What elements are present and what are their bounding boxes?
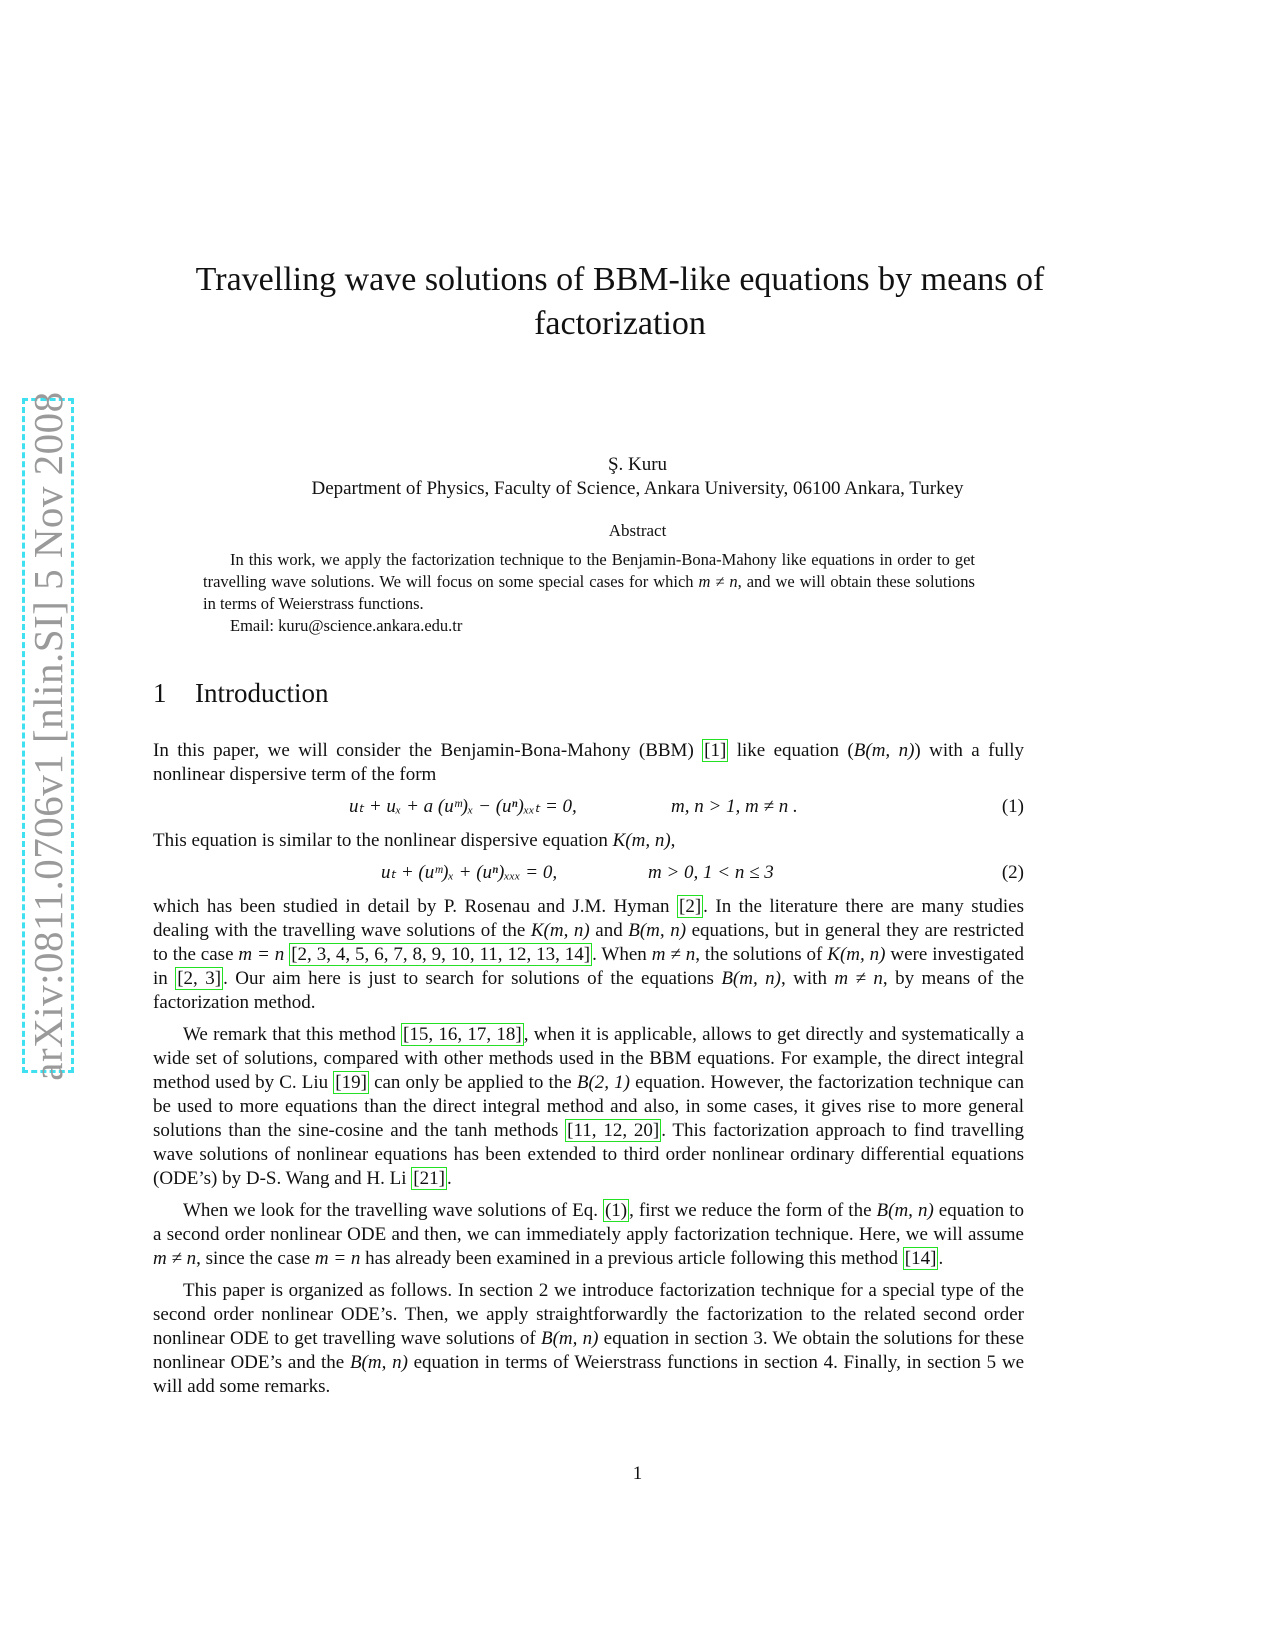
citation-link[interactable]: [2, 3] <box>177 968 222 989</box>
equation-2 <box>153 861 1024 885</box>
inline-math: m ≠ n <box>153 1248 197 1269</box>
text-run: can only be applied to the <box>368 1072 577 1093</box>
equation-lhs: uₜ + (uᵐ)ₓ + (uⁿ)ₓₓₓ = 0, <box>381 862 558 883</box>
text-run: , the solutions of <box>695 944 828 965</box>
text-run: . In the literature there are many studies dealing with the travelling wave solutions of the <box>153 896 1024 941</box>
page-number: 1 <box>632 1463 643 1484</box>
text-run: equation to a second order nonlinear ODE and then, we can immediately apply factorization technique. Here, we will assume <box>153 1200 1025 1245</box>
inline-math: B(m, n) <box>853 740 915 761</box>
text-run: . Our aim here is just to search for solutions of the equations <box>223 968 722 989</box>
text-run: equation in section 3. We obtain the solutions for these nonlinear ODE’s and the <box>153 1328 1025 1373</box>
citation-link[interactable]: [21] <box>413 1168 445 1189</box>
author-affiliation: Department of Physics, Faculty of Science, Ankara University, 06100 Ankara, Turkey <box>311 478 964 499</box>
inline-math: B(m, n) <box>721 968 781 989</box>
citation-link[interactable]: [19] <box>335 1072 367 1093</box>
citation-link[interactable]: [11, 12, 20] <box>567 1120 660 1141</box>
paper-title: Travelling wave solutions of BBM-like equations by means of factorization <box>195 261 1045 342</box>
body-text <box>153 739 1024 1407</box>
text-run: which has been studied in detail by P. Rosenau and J.M. Hyman <box>153 896 677 917</box>
text-run: were investigated in <box>153 944 1025 989</box>
text-run: This equation is similar to the nonlinear dispersive equation <box>153 830 613 851</box>
citation-link[interactable]: [1] <box>704 740 727 761</box>
inline-math: B(m, n) <box>540 1328 599 1349</box>
section-number: 1 <box>153 678 167 708</box>
inline-math: K(m, n) <box>530 920 590 941</box>
text-run: . When <box>592 944 652 965</box>
text-run: . <box>446 1168 452 1189</box>
inline-math: B(2, 1) <box>576 1072 630 1093</box>
equation-condition: m, n > 1, m ≠ n . <box>671 796 798 817</box>
author-block <box>0 453 1275 501</box>
section-heading <box>153 678 328 709</box>
text-run: has already been examined in a previous article following this method <box>360 1248 903 1269</box>
inline-math: m = n <box>314 1248 361 1269</box>
text-run: like equation ( <box>728 740 854 761</box>
citation-link[interactable]: [2, 3, 4, 5, 6, 7, 8, 9, 10, 11, 12, 13, 14] <box>291 944 591 965</box>
inline-math: B(m, n) <box>876 1200 934 1221</box>
paragraph <box>153 895 1024 1015</box>
citation-link[interactable]: [2] <box>679 896 702 917</box>
inline-math: K(m, n) <box>827 944 886 965</box>
inline-math: m ≠ n <box>698 572 738 591</box>
text-run: , when it is applicable, allows to get directly and systematically a wide set of solutions, compared with other methods used in the BBM equations. For example, the direct integral method used by C. Liu <box>153 1024 1025 1093</box>
text-run: ) with a fully nonlinear dispersive term of the form <box>153 740 1025 785</box>
abstract-email <box>203 615 975 637</box>
text-run: , and we will obtain these solutions in terms of Weierstrass functions. <box>203 572 975 613</box>
text-run: , by means of the factorization method. <box>153 968 1025 1013</box>
equation-number: (1) <box>1001 796 1024 817</box>
inline-math: m ≠ n <box>651 944 696 965</box>
text-run: , <box>670 830 676 851</box>
inline-math: K(m, n) <box>612 830 671 851</box>
section-title: Introduction <box>195 678 329 708</box>
text-run: In this work, we apply the factorization technique to the Benjamin-Bona-Mahony like equations in order to get travelling wave solutions. We will focus on some special cases for which <box>203 550 975 591</box>
text-run: When we look for the travelling wave solutions of Eq. <box>183 1200 603 1221</box>
text-run: We remark that this method <box>183 1024 401 1045</box>
author-name: Ş. Kuru <box>607 454 668 475</box>
paragraph <box>153 829 1024 853</box>
equation-number: (2) <box>1001 862 1024 883</box>
inline-math: B(m, n) <box>628 920 687 941</box>
citation-link[interactable]: [15, 16, 17, 18] <box>403 1024 522 1045</box>
paragraph <box>153 739 1024 787</box>
abstract <box>203 549 975 637</box>
text-run: equations, but in general they are restricted to the case <box>153 920 1024 965</box>
abstract-heading: Abstract <box>608 521 667 540</box>
equation-condition: m > 0, 1 < n ≤ 3 <box>648 862 774 883</box>
text-run: and <box>589 920 629 941</box>
arxiv-identifier: arXiv:0811.0706v1 [nlin.SI] 5 Nov 2008 <box>25 390 71 1081</box>
paragraph <box>153 1023 1024 1191</box>
citation-link[interactable]: (1) <box>604 1200 628 1221</box>
text-run: , with <box>780 968 835 989</box>
inline-math: m = n <box>238 944 285 965</box>
citation-link[interactable]: [14] <box>904 1248 937 1269</box>
text-run: Email: kuru@science.ankara.edu.tr <box>230 616 463 635</box>
text-run: In this paper, we will consider the Benjamin-Bona-Mahony (BBM) <box>153 740 703 761</box>
equation-lhs: uₜ + uₓ + a (uᵐ)ₓ − (uⁿ)ₓₓₜ = 0, <box>349 796 577 817</box>
paragraph <box>153 1279 1024 1399</box>
paragraph <box>153 1199 1024 1271</box>
text-run: This paper is organized as follows. In section 2 we introduce factorization technique for a special type of the second order nonlinear ODE’s. Then, we apply straightforwardly the factorization to the related second order nonlinear ODE to get travelling wave solutions of <box>153 1280 1024 1349</box>
inline-math: B(m, n) <box>349 1352 408 1373</box>
text-run: . This factorization approach to find travelling wave solutions of nonlinear equations has been extended to third order nonlinear ordinary differential equations (ODE’s) by D-S. Wang and H. Li <box>153 1120 1024 1189</box>
inline-math: m ≠ n <box>834 968 883 989</box>
text-run: , first we reduce the form of the <box>629 1200 877 1221</box>
text-run: equation. However, the factorization technique can be used to more equations than the direct integral method and also, in some cases, it gives rise to more general solutions than the sine-cosine and the tanh methods <box>153 1072 1024 1141</box>
abstract-text <box>203 549 975 615</box>
text-run: equation in terms of Weierstrass functions in section 4. Finally, in section 5 we will add some remarks. <box>153 1352 1024 1397</box>
text-run: , since the case <box>196 1248 315 1269</box>
text-run: . <box>938 1248 944 1269</box>
equation-1 <box>153 795 1024 819</box>
